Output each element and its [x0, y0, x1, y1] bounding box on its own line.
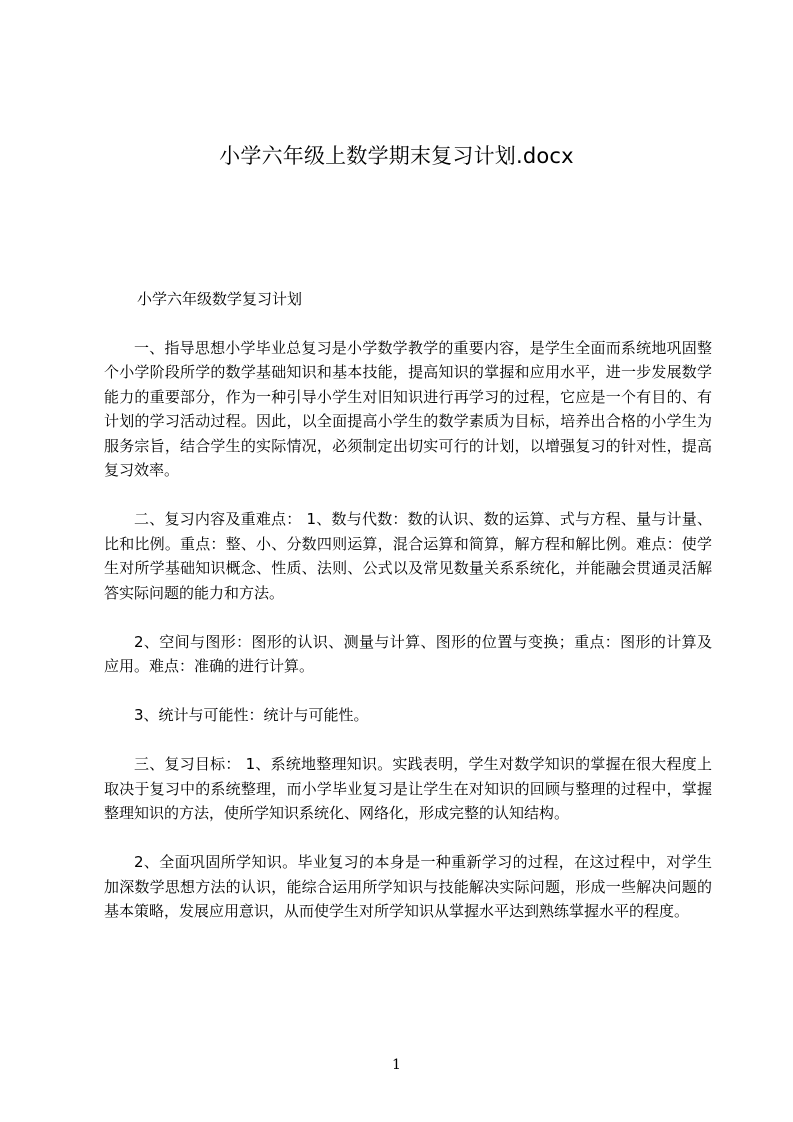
page-number: 1	[392, 1057, 401, 1073]
paragraph-review-content: 二、复习内容及重难点： 1、数与代数：数的认识、数的运算、式与方程、量与计量、比和比例。重点：整、小、分数四则运算，混合运算和简算，解方程和解比例。难点：使学生对所学基础知识概念、性质、法则、公式以及常见数量关系系统化，并能融会贯通灵活解答实际问题的能力和方法。	[104, 510, 712, 602]
paragraph-space-and-shapes: 2、空间与图形：图形的认识、测量与计算、图形的位置与变换；重点：图形的计算及应用。难点：准确的进行计算。	[104, 632, 712, 675]
paragraph-statistics: 3、统计与可能性：统计与可能性。	[134, 706, 369, 724]
document-body	[104, 287, 712, 948]
paragraph-review-goals: 三、复习目标： 1、系统地整理知识。实践表明，学生对数学知识的掌握在很大程度上取决于复习中的系统整理，而小学毕业复习是让学生在对知识的回顾与整理的过程中，掌握整理知识的方法，使所学知识系统化、网络化，形成完整的认知结构。	[104, 755, 712, 822]
document-subtitle: 小学六年级数学复习计划	[137, 290, 303, 308]
document-title: 小学六年级上数学期末复习计划.docx	[219, 144, 574, 168]
paragraph-guiding-ideology: 一、指导思想小学毕业总复习是小学数学教学的重要内容，是学生全面而系统地巩固整个小学阶段所学的数学基础知识和基本技能，提高知识的掌握和应用水平，进一步发展数学能力的重要部分，作为一种引导小学生对旧知识进行再学习的过程，它应是一个有目的、有计划的学习活动过程。因此，以全面提高小学生的数学素质为目标，培养出合格的小学生为服务宗旨，结合学生的实际情况，必须制定出切实可行的计划，以增强复习的针对性，提高复习效率。	[104, 338, 712, 479]
paragraph-consolidate-knowledge: 2、全面巩固所学知识。毕业复习的本身是一种重新学习的过程，在这过程中，对学生加深数学思想方法的认识，能综合运用所学知识与技能解决实际问题，形成一些解决问题的基本策略，发展应用意识，从而使学生对所学知识从掌握水平达到熟练掌握水平的程度。	[104, 853, 712, 920]
